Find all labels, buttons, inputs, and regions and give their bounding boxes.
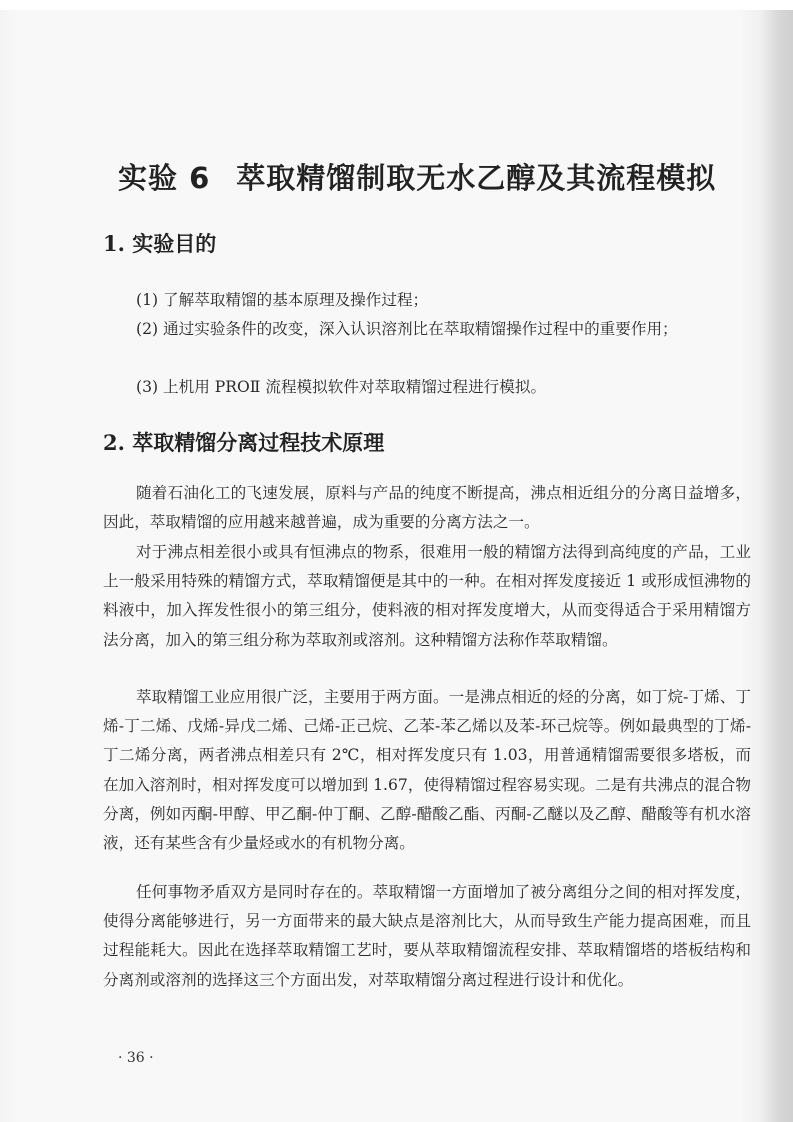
paragraph-1: 随着石油化工的飞速发展，原料与产品的纯度不断提高，沸点相近组分的分离日益增多，因此，萃取精馏的应用越来越普遍，成为重要的分离方法之一。 — [103, 484, 751, 532]
section-heading-objectives: 1. 实验目的 — [103, 231, 217, 256]
objective-item-3: (3) 上机用 PROⅡ 流程模拟软件对萃取精馏过程进行模拟。 — [136, 378, 547, 396]
section-heading-principle: 2. 萃取精馏分离过程技术原理 — [103, 430, 385, 455]
page-number: · 36 · — [118, 1050, 154, 1066]
paragraph-4: 任何事物矛盾双方是同时存在的。萃取精馏一方面增加了被分离组分之间的相对挥发度，使得分离能够进行，另一方面带来的最大缺点是溶剂比大，从而导致生产能力提高困难，而且过程能耗大。因此在选择萃取精馏工艺时，要从萃取精馏流程安排、萃取精馏塔的塔板结构和分离剂或溶剂的选择这三个方面出发，对萃取精馏分离过程进行设计和优化。 — [103, 883, 751, 989]
book-page — [0, 10, 793, 1122]
objective-item-1: (1) 了解萃取精馏的基本原理及操作过程； — [136, 291, 429, 309]
paragraph-3: 萃取精馏工业应用很广泛，主要用于两方面。一是沸点相近的烃的分离，如丁烷-丁烯、丁烯-丁二烯、戊烯-异戊二烯、己烯-正己烷、乙苯-苯乙烯以及苯-环己烷等。例如最典型的丁烯-丁二烯分离，两者沸点相差只有 2℃，相对挥发度只有 1.03，用普通精馏需要很多塔板，而在加入溶剂时，相对挥发度可以增加到 1.67，使得精馏过程容易实现。二是有共沸点的混合物分离，例如丙酮-甲醇、甲乙酮-仲丁酮、乙醇-醋酸乙酯、丙酮-乙醚以及乙醇、醋酸等有机水溶液，还有某些含有少量烃或水的有机物分离。 — [103, 688, 751, 853]
page-title — [118, 156, 758, 197]
experiment-title: 萃取精馏制取无水乙醇及其流程模拟 — [236, 161, 717, 195]
experiment-number: 实验 6 — [118, 161, 211, 195]
paragraph-2: 对于沸点相差很小或具有恒沸点的物系，很难用一般的精馏方法得到高纯度的产品，工业上一般采用特殊的精馏方式，萃取精馏便是其中的一种。在相对挥发度接近 1 或形成恒沸物的料液中，加入挥发性很小的第三组分，使料液的相对挥发度增大，从而变得适合于采用精馏方法分离，加入的第三组分称为萃取剂或溶剂。这种精馏方法称作萃取精馏。 — [103, 543, 751, 649]
objective-item-2: (2) 通过实验条件的改变，深入认识溶剂比在萃取精馏操作过程中的重要作用； — [136, 320, 678, 338]
